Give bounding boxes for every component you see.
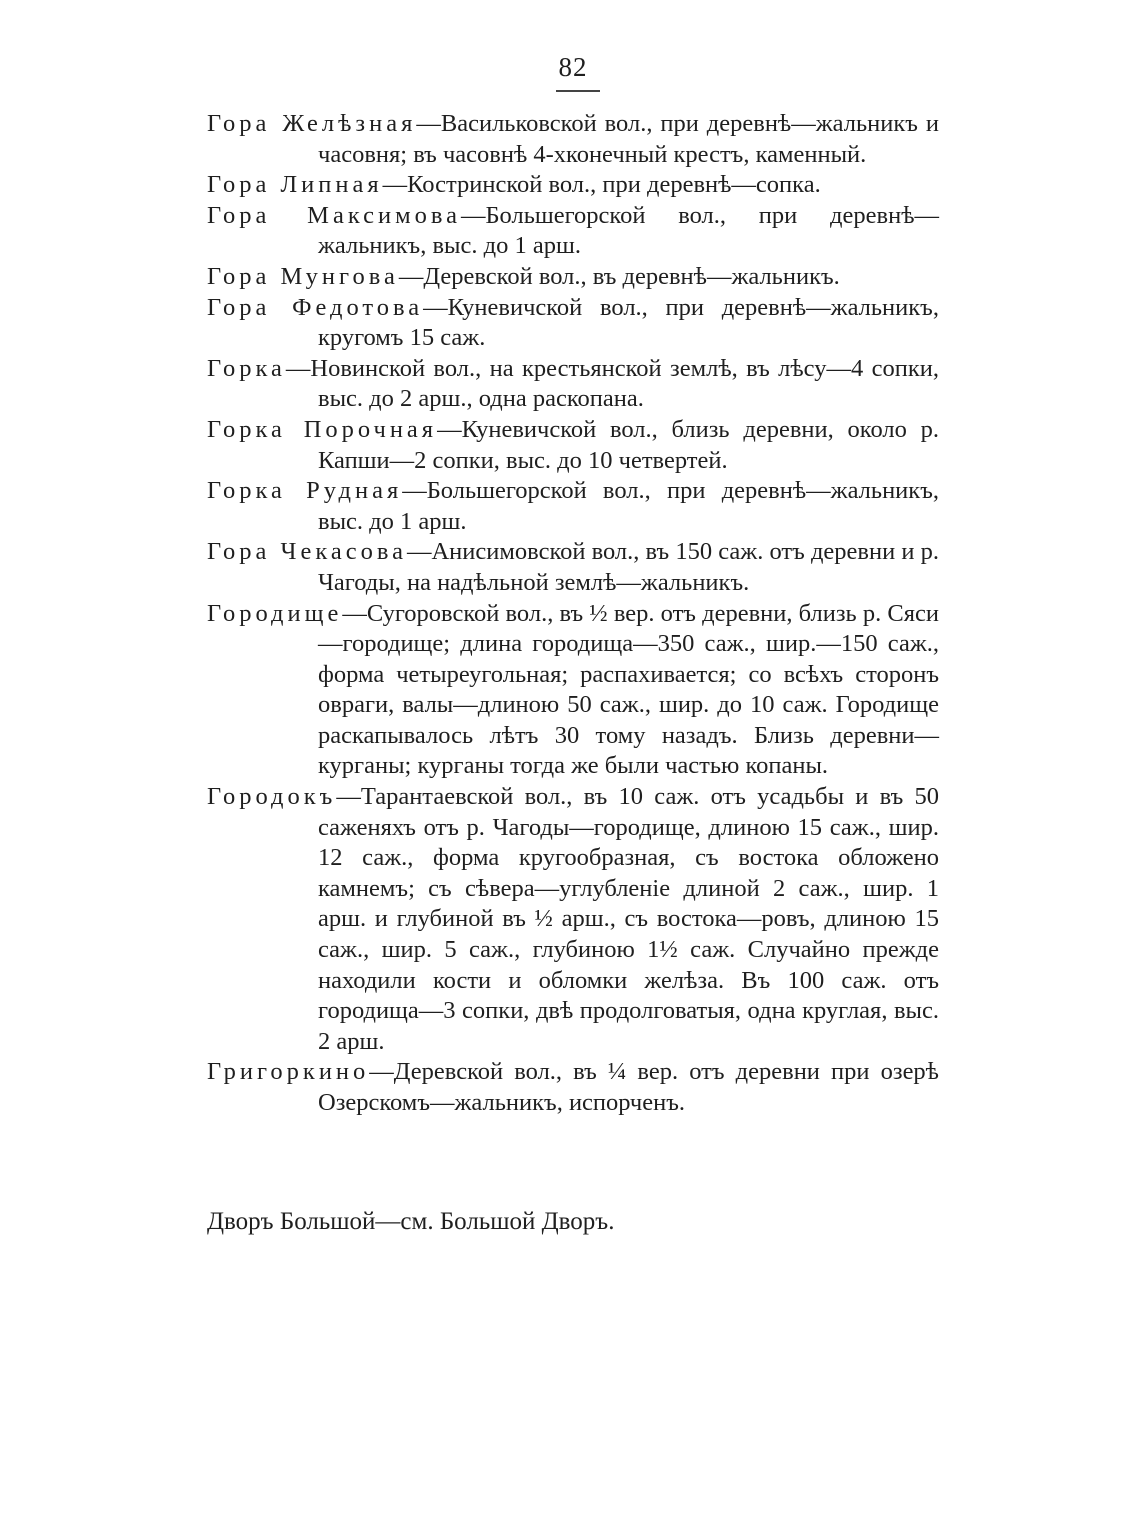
entry-text: —Костринской вол., при деревнѣ—сопка. <box>382 171 821 199</box>
entry-heading: Горка Порочная <box>207 415 438 443</box>
entry-heading: Гора Максимова <box>207 201 461 229</box>
entry-text: —Тарантаевской вол., въ 10 саж. отъ усадьбы и въ 50 саженяхъ отъ р. Чагоды—городище, длиною 15 саж., шир. 12 саж., форма кругообразная, съ востока обложено камнемъ; съ сѣвера—углубленіе длиной 2 саж., шир. 1 арш. и глубиной въ ½ арш., съ востока—ровъ, длиною 15 саж., шир. 5 саж., глубиною 1½ саж. Случайно прежде находили кости и обломки желѣза. Въ 100 саж. отъ городища—3 сопки, двѣ продолговатыя, одна круглая, выс. 2 арш. <box>318 783 939 1055</box>
entry-heading: Городокъ <box>207 783 337 811</box>
entry-heading: Горка <box>207 354 286 382</box>
entry-text: —Куневичской вол., при деревнѣ—жальникъ, кругомъ 15 саж. <box>318 293 939 352</box>
cross-reference: Дворъ Большой—см. Большой Дворъ. <box>207 1208 615 1235</box>
entry-heading: Гора Желѣзная <box>207 110 417 137</box>
gazetteer-entry <box>207 476 939 537</box>
entry-text: —Сугоровской вол., въ ½ вер. отъ деревни, близь р. Сяси—городище; длина городища—350 саж., шир.—150 саж., форма четыреугольная; распахивается; со всѣхъ сторонъ овраги, валы—длиною 50 саж., шир. до 10 саж. Городище раскапывалось лѣтъ 30 тому назадъ. Близь деревни—курганы; курганы тогда же были частью копаны. <box>318 599 939 780</box>
entry-heading: Гора Чекасова <box>207 538 407 566</box>
gazetteer-entry <box>207 537 939 598</box>
entry-text: —Куневичской вол., близь деревни, около р. Капши—2 сопки, выс. до 10 четвертей. <box>318 415 939 474</box>
gazetteer-entries <box>207 109 939 1119</box>
gazetteer-entry <box>207 201 939 262</box>
entry-heading: Григоркино <box>207 1058 370 1086</box>
gazetteer-entry <box>207 293 939 354</box>
entry-text: —Деревской вол., въ ¼ вер. отъ деревни при озерѣ Озерскомъ—жальникъ, испорченъ. <box>318 1058 939 1116</box>
gazetteer-entry <box>207 782 939 1057</box>
entry-heading: Гора Федотова <box>207 293 424 321</box>
entry-heading: Городище <box>207 599 343 627</box>
gazetteer-entry <box>207 170 939 201</box>
page-number-rule <box>556 90 600 92</box>
entry-heading: Гора Мунгова <box>207 262 399 290</box>
entry-text: —Новинской вол., на крестьянской землѣ, въ лѣсу—4 сопки, выс. до 2 арш., одна раскопана. <box>285 354 939 413</box>
gazetteer-entry <box>207 354 939 415</box>
entry-text: —Большегорской вол., при деревнѣ—жальникъ, выс. до 1 арш. <box>318 201 939 260</box>
page-number: 82 <box>558 52 588 82</box>
gazetteer-entry <box>207 1057 939 1118</box>
entry-text: —Васильковской вол., при деревнѣ—жальникъ и часовня; въ часовнѣ 4-хконечный крестъ, каменный. <box>318 110 939 168</box>
entry-text: —Анисимовской вол., въ 150 саж. отъ деревни и р. Чагоды, на надѣльной землѣ—жальникъ. <box>318 538 939 596</box>
gazetteer-entry <box>207 415 939 476</box>
gazetteer-entry <box>207 599 939 783</box>
entry-text: —Большегорской вол., при деревнѣ—жальникъ, выс. до 1 арш. <box>318 477 939 535</box>
gazetteer-entry <box>207 262 939 293</box>
entry-heading: Горка Рудная <box>207 477 403 505</box>
entry-text: —Деревской вол., въ деревнѣ—жальникъ. <box>398 262 840 290</box>
gazetteer-entry <box>207 109 939 170</box>
entry-heading: Гора Липная <box>207 171 383 199</box>
